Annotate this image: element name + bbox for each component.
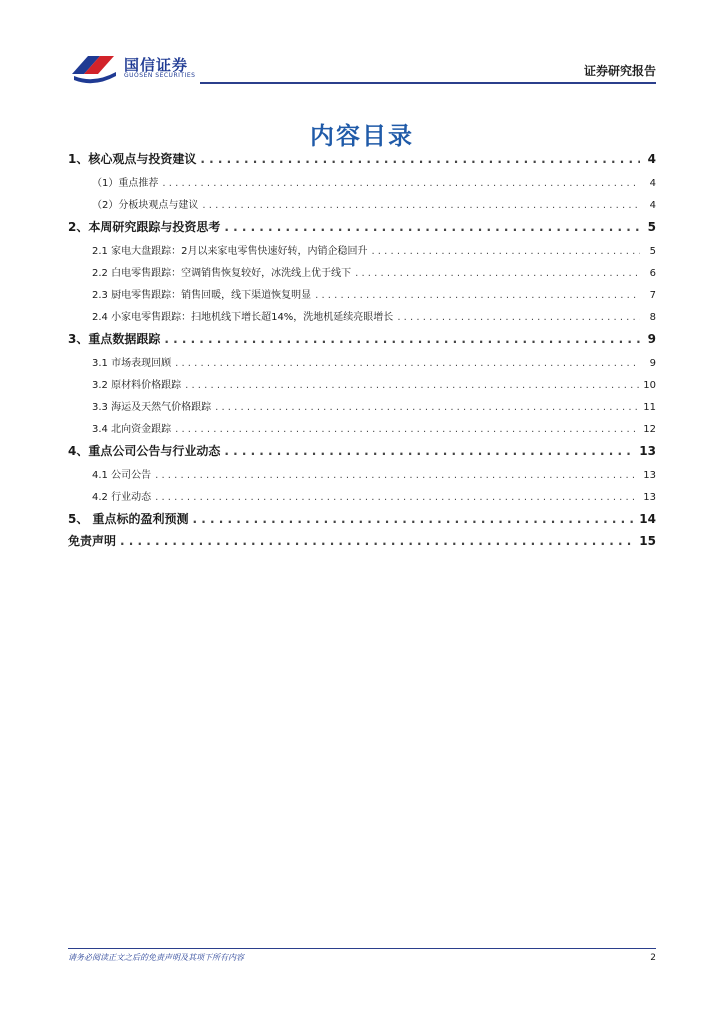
- toc-entry-page: 10: [643, 380, 656, 391]
- toc-subsection-entry[interactable]: [68, 420, 656, 435]
- guosen-logo: [70, 50, 220, 84]
- toc-entry-page: 4: [649, 200, 656, 211]
- toc-subsection-entry[interactable]: [68, 488, 656, 503]
- toc-section-entry[interactable]: [68, 532, 656, 549]
- toc-subsection-entry[interactable]: [68, 354, 656, 369]
- toc-entry-page: 9: [649, 358, 656, 369]
- toc-entry-page: 13: [639, 444, 656, 458]
- toc-entry-page: 6: [649, 268, 656, 279]
- toc-entry-label: 2.3 厨电零售跟踪：销售回暖，线下渠道恢复明显: [92, 290, 312, 301]
- toc-entry-label: 3、重点数据跟踪: [68, 332, 161, 346]
- toc-dot-leader: [175, 424, 639, 435]
- toc-entry-label: 2、本周研究跟踪与投资思考: [68, 220, 221, 234]
- toc-dot-leader: [155, 470, 639, 481]
- toc-dot-leader: [120, 534, 635, 548]
- toc-entry-label: 5、 重点标的盈利预测: [68, 512, 189, 526]
- toc-entry-label: 3.2 原材料价格跟踪: [92, 380, 182, 391]
- toc-entry-label: 3.3 海运及天然气价格跟踪: [92, 402, 212, 413]
- toc-entry-page: 7: [649, 290, 656, 301]
- toc-entry-label: 免责声明: [68, 534, 117, 548]
- report-type-label: 证券研究报告: [583, 64, 656, 78]
- toc-dot-leader: [315, 290, 640, 301]
- toc-subsection-entry[interactable]: [68, 196, 656, 211]
- header-divider: [200, 82, 656, 84]
- toc-entry-page: 11: [643, 402, 656, 413]
- toc-dot-leader: [371, 246, 640, 257]
- toc-dot-leader: [185, 380, 639, 391]
- disclaimer-note: 请务必阅读正文之后的免责声明及其项下所有内容: [68, 953, 244, 962]
- toc-dot-leader: [155, 492, 639, 503]
- toc-entry-label: 2.1 家电大盘跟踪：2月以来家电零售快速好转，内销企稳回升: [92, 246, 368, 257]
- toc-entry-label: （1）重点推荐: [92, 178, 159, 189]
- toc-entry-page: 15: [639, 534, 656, 548]
- toc-entry-label: （2）分板块观点与建议: [92, 200, 199, 211]
- toc-entry-page: 13: [643, 470, 656, 481]
- brand-subtitle: GUOSEN SECURITIES: [124, 72, 196, 79]
- toc-dot-leader: [224, 444, 635, 458]
- toc-entry-page: 4: [649, 178, 656, 189]
- toc-dot-leader: [162, 178, 640, 189]
- toc-section-entry[interactable]: [68, 442, 656, 459]
- toc-dot-leader: [215, 402, 639, 413]
- toc-subsection-entry[interactable]: [68, 308, 656, 323]
- toc-entry-page: 13: [643, 492, 656, 503]
- toc-entry-label: 4.1 公司公告: [92, 470, 152, 481]
- toc-entry-page: 4: [647, 152, 656, 166]
- footer-divider: [68, 948, 656, 949]
- toc-entry-label: 4、重点公司公告与行业动态: [68, 444, 221, 458]
- toc-subsection-entry[interactable]: [68, 174, 656, 189]
- toc-subsection-entry[interactable]: [68, 286, 656, 301]
- toc-dot-leader: [355, 268, 640, 279]
- toc-entry-label: 3.1 市场表现回顾: [92, 358, 172, 369]
- toc-section-entry[interactable]: [68, 218, 656, 235]
- guosen-logo-icon: [70, 50, 120, 84]
- toc-entry-page: 14: [639, 512, 656, 526]
- toc-dot-leader: [175, 358, 640, 369]
- toc-section-entry[interactable]: [68, 330, 656, 347]
- page-header: [0, 0, 724, 90]
- toc-dot-leader: [164, 332, 640, 346]
- toc-entry-label: 1、核心观点与投资建议: [68, 152, 197, 166]
- toc-subsection-entry[interactable]: [68, 264, 656, 279]
- toc-entry-page: 9: [647, 332, 656, 346]
- toc-entry-label: 4.2 行业动态: [92, 492, 152, 503]
- toc-entry-page: 8: [649, 312, 656, 323]
- toc-entry-label: 2.4 小家电零售跟踪：扫地机线下增长超14%，洗地机延续亮眼增长: [92, 312, 394, 323]
- brand-name: 国信证券: [124, 56, 189, 74]
- toc-section-entry[interactable]: [68, 510, 656, 527]
- page-number: 2: [650, 953, 656, 963]
- toc-entry-page: 5: [647, 220, 656, 234]
- toc-entry-page: 5: [649, 246, 656, 257]
- toc-subsection-entry[interactable]: [68, 466, 656, 481]
- toc-dot-leader: [200, 152, 640, 166]
- toc-dot-leader: [193, 512, 636, 526]
- toc-dot-leader: [224, 220, 640, 234]
- toc-dot-leader: [397, 312, 640, 323]
- toc-entry-label: 2.2 白电零售跟踪：空调销售恢复较好，冰洗线上优于线下: [92, 268, 352, 279]
- toc-dot-leader: [202, 200, 640, 211]
- toc-title: 内容目录: [310, 122, 414, 150]
- toc-section-entry[interactable]: [68, 150, 656, 167]
- toc-entry-page: 12: [643, 424, 656, 435]
- toc-subsection-entry[interactable]: [68, 242, 656, 257]
- toc-subsection-entry[interactable]: [68, 398, 656, 413]
- toc-entry-label: 3.4 北向资金跟踪: [92, 424, 172, 435]
- toc-subsection-entry[interactable]: [68, 376, 656, 391]
